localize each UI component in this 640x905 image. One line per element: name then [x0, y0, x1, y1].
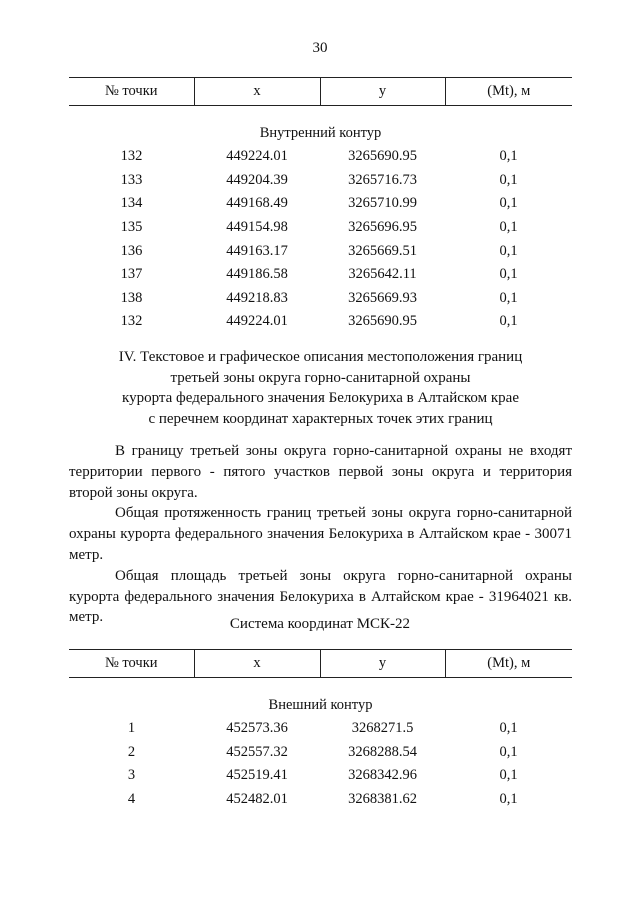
- point-number-cell: 2: [127, 743, 136, 760]
- table-row: [69, 717, 572, 741]
- x-cell: 449168.49: [226, 195, 288, 212]
- y-cell: 3265710.99: [348, 195, 417, 212]
- table-row: [69, 310, 572, 334]
- mt-cell: 0,1: [499, 743, 518, 760]
- header-x: x: [194, 78, 320, 106]
- x-cell: 452482.01: [226, 791, 288, 808]
- table-header-row: [69, 650, 572, 678]
- paragraph: В границу третьей зоны округа горно-санитарной охраны не входят территории первого - пятого участков первой зоны округа и территория второй зоны округа.: [69, 443, 572, 501]
- header-mt: (Mt), м: [445, 78, 572, 106]
- x-cell: 449163.17: [226, 242, 288, 259]
- mt-cell: 0,1: [499, 195, 518, 212]
- contour-label: Внешний контур: [268, 696, 373, 713]
- x-cell: 452519.41: [226, 767, 288, 784]
- table-row: [69, 287, 572, 311]
- x-cell: 449218.83: [226, 289, 288, 306]
- y-cell: 3268381.62: [348, 791, 417, 808]
- mt-cell: 0,1: [499, 148, 518, 165]
- x-cell: 449204.39: [226, 171, 288, 188]
- mt-cell: 0,1: [499, 266, 518, 283]
- table-row: [69, 741, 572, 765]
- x-cell: 449186.58: [226, 266, 288, 283]
- y-cell: 3265642.11: [348, 266, 417, 283]
- x-cell: 449224.01: [226, 148, 288, 165]
- table-row: [69, 145, 572, 169]
- table-body: [69, 106, 572, 334]
- contour-label: Внутренний контур: [259, 124, 382, 141]
- point-number-cell: 3: [127, 767, 136, 784]
- page-number: 30: [312, 40, 328, 56]
- mt-cell: 0,1: [499, 219, 518, 236]
- point-number-cell: 136: [120, 242, 143, 259]
- header-mt: (Mt), м: [445, 650, 572, 678]
- x-cell: 452573.36: [226, 720, 288, 737]
- x-cell: 449154.98: [226, 219, 288, 236]
- section-heading: [69, 347, 572, 429]
- table-row: [69, 788, 572, 812]
- mt-cell: 0,1: [499, 171, 518, 188]
- x-cell: 449224.01: [226, 313, 288, 330]
- header-point-number: № точки: [69, 78, 194, 106]
- y-cell: 3265669.93: [348, 289, 417, 306]
- section-heading-line: с перечнем координат характерных точек этих границ: [148, 410, 493, 427]
- header-point-number: № точки: [69, 650, 194, 678]
- mt-cell: 0,1: [499, 720, 518, 737]
- table-row: [69, 192, 572, 216]
- y-cell: 3268342.96: [348, 767, 417, 784]
- mt-cell: 0,1: [499, 313, 518, 330]
- table-row: [69, 263, 572, 287]
- y-cell: 3265716.73: [348, 171, 417, 188]
- point-number-cell: 1: [127, 720, 136, 737]
- table-row: [69, 239, 572, 263]
- point-number-cell: 133: [120, 171, 143, 188]
- paragraph: Общая протяженность границ третьей зоны округа горно-санитарной охраны курорта федерального значения Белокуриха в Алтайском крае - 30071 метр.: [69, 505, 572, 563]
- body-text: [69, 441, 572, 628]
- y-cell: 3265690.95: [348, 148, 417, 165]
- table-row: [69, 764, 572, 788]
- mt-cell: 0,1: [499, 767, 518, 784]
- header-x: x: [194, 650, 320, 678]
- point-number-cell: 137: [120, 266, 143, 283]
- coordinates-table-inner-contour: [69, 77, 572, 334]
- section-heading-line: третьей зоны округа горно-санитарной охраны: [170, 369, 471, 386]
- y-cell: 3268288.54: [348, 743, 417, 760]
- x-cell: 452557.32: [226, 743, 288, 760]
- mt-cell: 0,1: [499, 289, 518, 306]
- point-number-cell: 4: [127, 791, 136, 808]
- point-number-cell: 134: [120, 195, 143, 212]
- point-number-cell: 132: [120, 148, 143, 165]
- paragraph: Общая площадь третьей зоны округа горно-санитарной охраны курорта федерального значения Белокуриха в Алтайском крае - 31964021 кв. метр.: [69, 567, 572, 626]
- point-number-cell: 138: [120, 289, 143, 306]
- table-header-row: [69, 78, 572, 106]
- mt-cell: 0,1: [499, 791, 518, 808]
- table-row: [69, 169, 572, 193]
- coordinates-table-outer-contour: [69, 649, 572, 811]
- y-cell: 3265690.95: [348, 313, 417, 330]
- section-heading-line: курорта федерального значения Белокуриха в Алтайском крае: [122, 390, 519, 406]
- point-number-cell: 132: [120, 313, 143, 330]
- y-cell: 3265669.51: [348, 242, 417, 259]
- mt-cell: 0,1: [499, 242, 518, 259]
- y-cell: 3268271.5: [351, 720, 414, 737]
- coordinate-system-caption: Система координат МСК-22: [229, 616, 411, 632]
- header-y: y: [320, 78, 445, 106]
- header-y: y: [320, 650, 445, 678]
- table-body: [69, 678, 572, 812]
- point-number-cell: 135: [120, 219, 143, 236]
- y-cell: 3265696.95: [348, 219, 417, 236]
- section-heading-line: IV. Текстовое и графическое описания местоположения границ: [118, 349, 523, 365]
- table-row: [69, 216, 572, 240]
